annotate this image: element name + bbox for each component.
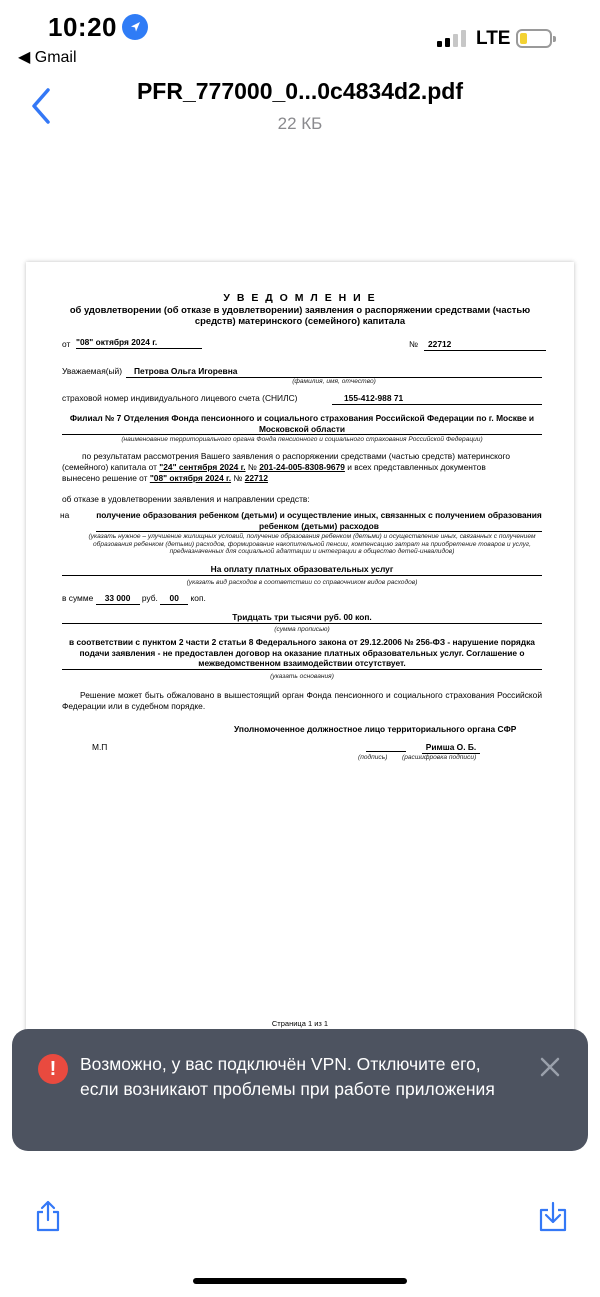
branch-name: Филиал № 7 Отделения Фонда пенсионного и социального страхования Российской Федерации по г. Москве и Московской области — [62, 413, 542, 435]
file-size: 22 КБ — [277, 114, 323, 133]
appeal-text: Решение может быть обжаловано в вышестоящий орган Фонда пенсионного и социального страхования Российской Федерации или в судебном порядке. — [62, 690, 542, 711]
status-bar — [0, 0, 600, 70]
branch-caption: (наименование территориального органа Фонда пенсионного и социального страхования Российской Федерации) — [121, 436, 483, 443]
greeting-label: Уважаемая(ый) — [62, 366, 123, 376]
doc-date: "08" октября 2024 г. — [76, 337, 202, 349]
review-text-2b: № — [247, 462, 257, 472]
file-name: PFR_777000_0...0c4834d2.pdf — [136, 78, 464, 104]
number-label: № — [409, 339, 418, 349]
expense-type: На оплату платных образовательных услуг — [62, 564, 542, 576]
snils-label: страховой номер индивидуального лицевого счета (СНИЛС) — [62, 393, 298, 403]
doc-subtitle: об удовлетворении (об отказе в удовлетворении) заявления о распоряжении средствами (частью средств) материнского (семейного) капитала — [69, 304, 531, 327]
alert-icon: ! — [38, 1054, 68, 1084]
rub-label: руб. — [141, 593, 158, 603]
direction-text: получение образования ребенком (детьми) и осуществление иных, связанных с получением образования ребенком (детьми) расходов — [96, 510, 542, 531]
location-arrow-icon — [122, 14, 148, 40]
review-line-2 — [62, 462, 486, 473]
sum-label: в сумме — [62, 593, 94, 603]
signal-icon — [437, 30, 466, 47]
download-icon[interactable] — [538, 1200, 568, 1232]
decision-number: 22712 — [244, 473, 268, 483]
doc-title: У В Е Д О М Л Е Н И Е — [223, 292, 377, 304]
sum-words-caption: (сумма прописью) — [274, 626, 330, 633]
review-text-3a: вынесено решение от — [62, 473, 148, 483]
official-title: Уполномоченное должностное лицо территориального органа СФР — [234, 724, 517, 734]
expense-caption: (указать вид расходов в соответствии со справочником видов расходов) — [186, 579, 418, 586]
sum-kop: 00 — [160, 593, 188, 605]
decision-date: "08" октября 2024 г. — [149, 473, 232, 483]
status-time: 10:20 — [48, 12, 117, 42]
vpn-warning-toast — [12, 1029, 588, 1151]
pdf-page[interactable] — [26, 262, 574, 1042]
date-prefix: от — [62, 339, 71, 349]
direction-label: на — [60, 510, 70, 520]
toast-message: Возможно, у вас подключён VPN. Отключите его, если возникают проблемы при работе приложения — [80, 1054, 495, 1099]
network-type: LTE — [476, 28, 511, 49]
application-number: 201-24-005-8308-9679 — [259, 462, 345, 472]
back-to-gmail-link[interactable]: ◀ Gmail — [18, 49, 77, 66]
home-indicator[interactable] — [193, 1278, 407, 1284]
doc-number: 22712 — [424, 339, 546, 351]
share-icon[interactable] — [34, 1200, 62, 1232]
name-caption: (фамилия, имя, отчество) — [292, 378, 376, 385]
battery-icon — [516, 29, 552, 48]
review-date: "24" сентября 2024 г. — [159, 462, 246, 472]
grounds-caption: (указать основания) — [270, 673, 334, 680]
signature-caption: (подпись) — [358, 754, 388, 761]
page-indicator: Страница 1 из 1 — [271, 1019, 329, 1028]
signer-name: Римша О. Б. — [422, 742, 480, 754]
sum-words: Тридцать три тысячи руб. 00 коп. — [62, 612, 542, 624]
snils-value: 155-412-988 71 — [332, 393, 542, 405]
sum-line — [62, 593, 206, 605]
review-text-1: по результатам рассмотрения Вашего заявления о распоряжении средствами (частью средств) материнского — [82, 451, 511, 461]
decoding-caption: (расшифровка подписи) — [402, 754, 477, 761]
review-line-3 — [62, 473, 268, 484]
direction-caption: (указать нужное – улучшение жилищных условий, получение образования ребенком (детьми) и осуществление иных, связанных с получением образования ребенком (детьми) расходов, формирование накопительной пенсии, компенсацию затрат на приобретение товаров и услуг, предназначенных для социальной адаптации и интеграции в общество детей-инвалидов) — [88, 533, 536, 556]
signature-line — [366, 742, 406, 752]
close-icon[interactable] — [538, 1055, 562, 1079]
decision-no-label: № — [233, 473, 243, 483]
review-text-2a: (семейного) капитала от — [62, 462, 157, 472]
kop-label: коп. — [190, 593, 206, 603]
refusal-line: об отказе в удовлетворении заявления и направлении средств: — [62, 494, 310, 504]
sum-rub: 33 000 — [96, 593, 140, 605]
recipient-name: Петрова Ольга Игоревна — [126, 366, 542, 378]
grounds-text: в соответствии с пунктом 2 части 2 статьи 8 Федерального закона от 29.12.2006 № 256-ФЗ - нарушение порядка подачи заявления - не предоставлен договор на оказание платных образовательных услуг. Соглашение о межведомственном взаимодействии отсутствует. — [62, 637, 542, 670]
review-text-2c: и всех представленных документов — [347, 462, 486, 472]
stamp-label: М.П — [92, 742, 108, 752]
